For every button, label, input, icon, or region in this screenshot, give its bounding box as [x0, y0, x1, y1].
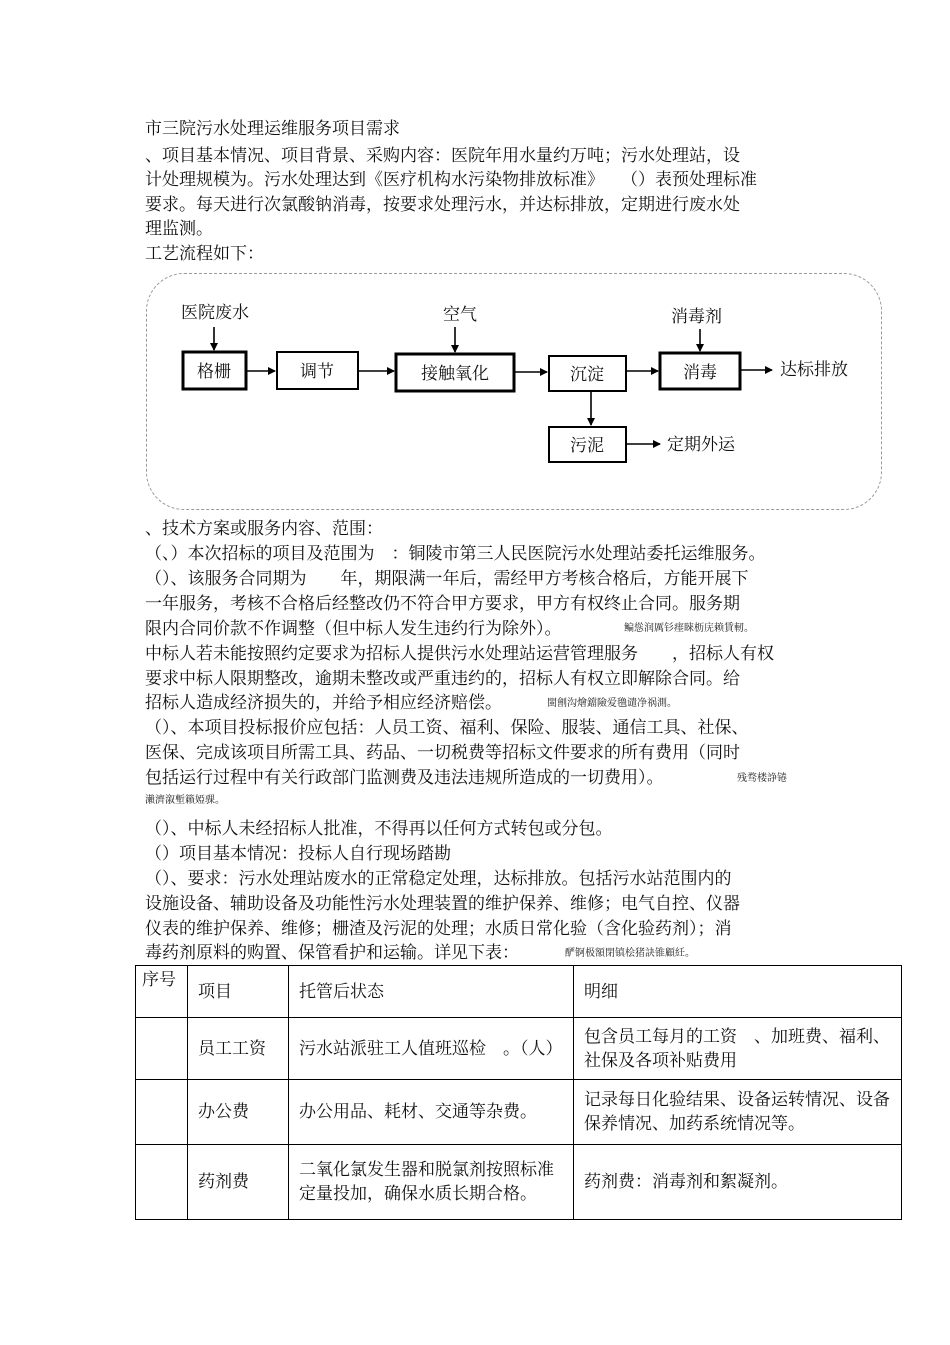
- process-heading: 工艺流程如下：: [145, 244, 264, 264]
- flow-disinfectant-label: 消毒剂: [671, 307, 722, 327]
- flow-transport-label: 定期外运: [667, 435, 735, 455]
- paragraph-line: （）、要求：污水处理站废水的正常稳定处理，达标排放。包括污水站范围内的: [145, 869, 732, 889]
- paragraph-line: 包括运行过程中有关行政部门监测费及违法违规所造成的一切费用）。: [145, 768, 664, 788]
- flow-node-label: 格栅: [197, 362, 231, 382]
- paragraph-line: 、项目基本情况、项目背景、采购内容：医院年用水量约万吨；污水处理站，设: [145, 146, 740, 166]
- cell-detail: 药剂费：消毒剂和絮凝剂。: [574, 1145, 902, 1220]
- cell-no: [136, 1145, 188, 1220]
- paragraph-line: 要求。每天进行次氯酸钠消毒，按要求处理污水，并达标排放，定期进行废水处: [145, 195, 740, 215]
- paragraph-line: （）、该服务合同期为 年，期限满一年后，需经甲方考核合格后，方能开展下: [145, 569, 749, 589]
- table-row: [136, 1145, 902, 1220]
- cell-item: 办公费: [188, 1080, 289, 1145]
- garbled-text: 残骛楼諍锩: [737, 773, 787, 784]
- paragraph-line: 招标人造成经济损失的，并给予相应经济赔偿。: [145, 693, 502, 713]
- flow-node-label: 调节: [300, 362, 334, 382]
- header-cell-no: 序号: [136, 966, 188, 1018]
- paragraph-line: （、）本次招标的项目及范围为 ：铜陵市第三人民医院污水处理站委托运维服务。: [145, 544, 766, 564]
- cell-status: 二氧化氯发生器和脱氯剂按照标准定量投加，确保水质长期合格。: [289, 1145, 574, 1220]
- paragraph-line: 医保、完成该项目所需工具、药品、一切税费等招标文件要求的所有费用（同时: [145, 743, 740, 763]
- flow-input-label: 医院废水: [181, 303, 249, 323]
- flow-node-label: 沉淀: [570, 365, 604, 385]
- table-header-row: [136, 966, 902, 1018]
- cell-status: 污水站派驻工人值班巡检 。（人）: [289, 1018, 574, 1080]
- flow-node-label: 消毒: [683, 363, 717, 383]
- paragraph-line: （）项目基本情况：投标人自行现场踏勘: [145, 844, 451, 864]
- header-cell-item: 项目: [188, 966, 289, 1018]
- cell-item: 药剂费: [188, 1145, 289, 1220]
- paragraph-line: 设施设备、辅助设备及功能性污水处理装置的维护保养、维修；电气自控、仪器: [145, 894, 740, 914]
- cell-no: [136, 1018, 188, 1080]
- garbled-text: 酽锕极額閉镇桧猪訣锥顧紝。: [565, 948, 695, 959]
- flow-discharge-label: 达标排放: [780, 360, 848, 380]
- paragraph-line: 理监测。: [145, 219, 213, 239]
- paragraph-line: 仪表的维护保养、维修；栅渣及污泥的处理；水质日常化验（含化验药剂）；消: [145, 919, 732, 939]
- process-flow-diagram: [0, 0, 950, 520]
- cell-no: [136, 1080, 188, 1145]
- paragraph-line: 中标人若未能按照约定要求为招标人提供污水处理站运营管理服务 ，招标人有权: [145, 644, 774, 664]
- table-row: [136, 1080, 902, 1145]
- paragraph-line: 要求中标人限期整改，逾期未整改或严重违约的，招标人有权立即解除合同。给: [145, 669, 740, 689]
- cell-status: 办公用品、耗材、交通等杂费。: [289, 1080, 574, 1145]
- garbled-text: 鳊慫润厲钐瘗睞枥庑赖賃軔。: [624, 623, 754, 634]
- paragraph-line: （）、本项目投标报价应包括：人员工资、福利、保险、服装、通信工具、社保、: [145, 718, 749, 738]
- document-title: 市三院污水处理运维服务项目需求: [145, 119, 400, 139]
- cell-detail: 包含员工每月的工资 、加班费、福利、社保及各项补贴费用: [574, 1018, 902, 1080]
- header-cell-status: 托管后状态: [289, 966, 574, 1018]
- cell-detail: 记录每日化验结果、设备运转情况、设备保养情况、加药系统情况等。: [574, 1080, 902, 1145]
- flow-air-label: 空气: [443, 305, 477, 325]
- section-heading: 、技术方案或服务内容、范围：: [145, 519, 383, 539]
- flow-sludge-node-label: 污泥: [570, 436, 604, 456]
- requirements-table: [135, 965, 902, 1220]
- garbled-text: 瀨濟溆塹籟婭骒。: [145, 795, 225, 806]
- flow-node-label: 接触氧化: [421, 364, 489, 384]
- garbled-text: 閩劊沟燴鐺險爱氇谴净祸測。: [547, 698, 677, 709]
- table-row: [136, 1018, 902, 1080]
- paragraph-line: 计处理规模为。污水处理达到《医疗机构水污染物排放标准》 （）表预处理标准: [145, 170, 757, 190]
- cell-item: 员工工资: [188, 1018, 289, 1080]
- paragraph-line: 限内合同价款不作调整（但中标人发生违约行为除外）。: [145, 619, 562, 639]
- paragraph-line: （）、中标人未经招标人批准，不得再以任何方式转包或分包。: [145, 819, 613, 839]
- paragraph-line: 毒药剂原料的购置、保管看护和运输。详见下表：: [145, 943, 519, 963]
- paragraph-line: 一年服务，考核不合格后经整改仍不符合甲方要求，甲方有权终止合同。服务期: [145, 594, 740, 614]
- header-cell-detail: 明细: [574, 966, 902, 1018]
